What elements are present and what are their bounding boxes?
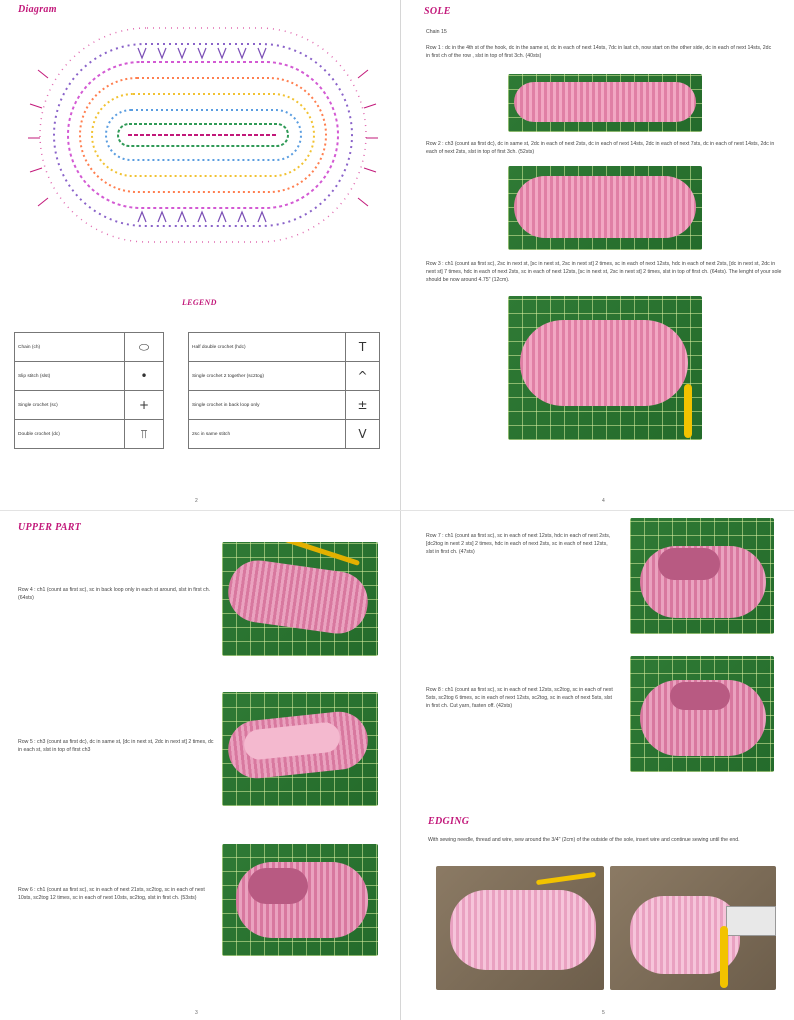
chain-icon: ⬭ <box>125 333 164 362</box>
legend-label: Chain (ch) <box>15 333 125 362</box>
edging-photo-left <box>436 866 604 990</box>
row4-instruction: Row 4 : ch1 (count as first sc), sc in back loop only in each st around, slst in first ch. (64sts) <box>18 587 211 601</box>
legend-label: 2sc in same stitch <box>189 420 346 449</box>
half-double-crochet-icon: T <box>346 333 380 362</box>
row1-instruction: Row 1 : dc in the 4th st of the hook, dc in the same st, dc in each of next 14sts, 7dc in last ch, now start on the other side, dc in each of next 14sts, 2dc in first ch of the row , slst in top of first 3ch. (40sts) <box>426 45 772 59</box>
legend-row <box>189 420 380 449</box>
legend-label: Single crochet in back loop only <box>189 391 346 420</box>
single-crochet-icon: + <box>125 391 164 420</box>
page-number: 3 <box>195 1010 198 1016</box>
legend-row <box>189 362 380 391</box>
edging-heading: EDGING <box>428 816 470 827</box>
legend-table-right <box>188 332 380 449</box>
two-sc-same-stitch-icon: V <box>346 420 380 449</box>
legend-row <box>189 391 380 420</box>
upper-row5-photo <box>222 692 378 806</box>
legend-row <box>189 333 380 362</box>
row6-instruction: Row 6 : ch1 (count as first sc), sc in each of next 21sts, sc2tog, sc in each of next 10sts, sc2tog 12 times, sc in each of next 10sts, sc2tog, slst in first ch. (53sts) <box>18 887 205 901</box>
crochet-diagram <box>28 18 380 258</box>
legend-table-left <box>14 332 164 449</box>
row2-instruction: Row 2 : ch3 (count as first dc), dc in same st, 2dc in each of next 2sts, dc in each of next 14sts, 2dc in each of next 7sts, dc in each of next 14sts, 2dc in each of next 2sts, slst in top of first 3ch. (52sts) <box>426 141 775 155</box>
row5-instruction: Row 5 : ch3 (count as first dc), dc in same st, [dc in next st, 2dc in next st] 2 times, dc in each st, slst in top of first ch3 <box>18 739 214 753</box>
legend-heading: LEGEND <box>182 298 217 307</box>
upper-row7-photo <box>630 518 774 634</box>
edging-instruction: With sewing needle, thread and wire, sew around the 3/4" (2cm) of the outside of the sole, insert wire and continue sewing until the end. <box>428 837 740 843</box>
diagram-heading: Diagram <box>18 4 57 15</box>
upper-row6-photo <box>222 844 378 956</box>
sole-row1-photo <box>508 74 702 132</box>
row8-instruction: Row 8 : ch1 (count as first sc), sc in each of next 12sts, sc2tog, sc in each of next 5sts, sc2tog 6 times, sc in each of next 12sts, sc2tog, sc in each of next 5sts, slst in first ch. Cut yarn, fasten off. (42sts) <box>426 687 613 709</box>
upper-part-heading: UPPER PART <box>18 522 82 533</box>
page-number: 5 <box>602 1010 605 1016</box>
double-crochet-icon: ⫪ <box>125 420 164 449</box>
legend-label: Single crochet (sc) <box>15 391 125 420</box>
page-number: 2 <box>195 498 198 504</box>
chain-instruction: Chain 15 <box>426 29 447 35</box>
row7-instruction: Row 7 : ch1 (count as first sc), sc in each of next 12sts, hdc in each of next 2sts, [dc2tog in next 2 sts] 2 times, hdc in each of next 2sts, sc in each of next 12sts, slst in first ch. (47sts) <box>426 533 611 555</box>
upper-row4-photo <box>222 542 378 656</box>
legend-label: Single crochet 2 together (sc2tog) <box>189 362 346 391</box>
page-divider-horizontal <box>0 510 794 511</box>
legend-row <box>15 391 164 420</box>
page-number: 4 <box>602 498 605 504</box>
sc-back-loop-icon: ± <box>346 391 380 420</box>
sole-heading: SOLE <box>424 6 451 17</box>
legend-row <box>15 333 164 362</box>
crochet-diagram-svg <box>28 18 380 258</box>
sc2tog-icon: ^ <box>346 362 380 391</box>
row3-instruction: Row 3 : ch1 (count as first sc), 2sc in next st, [sc in next st, 2sc in next st] 2 times, sc in each of next 12sts, hdc in each of next 2sts, [dc in next st, 2dc in next st] 7 times, hdc in each of next 2sts, sc in each of next 12sts, [sc in next st, 2sc in next st] 2 times, slst in top of first ch. (64sts). The lenght of your sole should be now around 4.75" (12cm). <box>426 261 782 283</box>
edging-photo-right <box>610 866 776 990</box>
legend-row <box>15 362 164 391</box>
sole-row2-photo <box>508 166 702 250</box>
legend-row <box>15 420 164 449</box>
legend-label: Slip stitch (slst) <box>15 362 125 391</box>
legend-label: Double crochet (dc) <box>15 420 125 449</box>
upper-row8-photo <box>630 656 774 772</box>
sole-row3-photo <box>508 296 702 440</box>
slip-stitch-icon: • <box>125 362 164 391</box>
legend-label: Half double crochet (hdc) <box>189 333 346 362</box>
